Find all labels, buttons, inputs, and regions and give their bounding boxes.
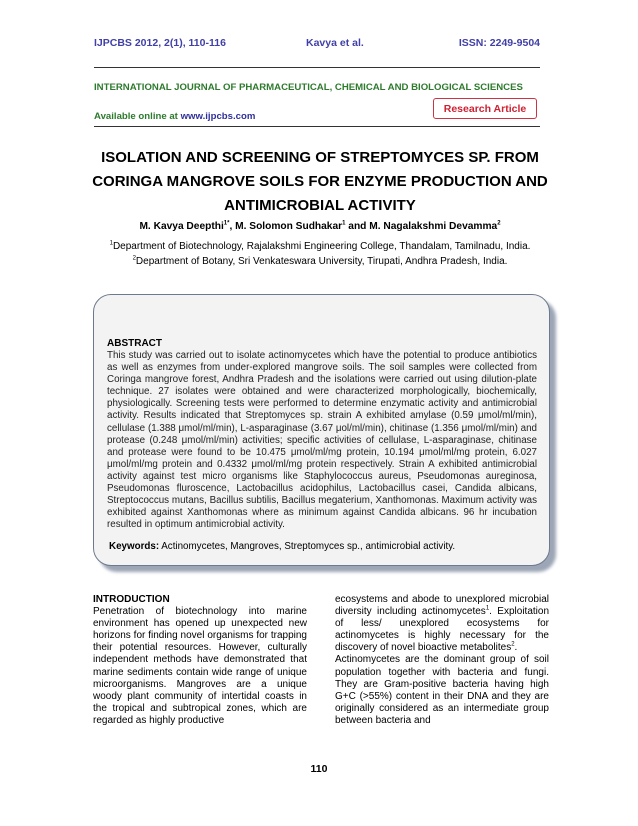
- article-type-badge: Research Article: [433, 98, 537, 119]
- keywords: [109, 541, 539, 552]
- availability-line: [94, 111, 255, 122]
- keywords-label: Keywords:: [109, 541, 160, 552]
- para-1-part-c: .: [514, 642, 518, 654]
- journal-name: INTERNATIONAL JOURNAL OF PHARMACEUTICAL, CHEMICAL AND BIOLOGICAL SCIENCES: [94, 82, 523, 93]
- para-1-part-a: ecosystems and abode to unexplored microbial diversity including actinomycetes: [335, 594, 549, 618]
- affiliation-2-text: Department of Botany, Sri Venkateswara University, Tirupati, Andhra Pradesh, India.: [135, 256, 508, 267]
- journal-divider: [94, 126, 540, 127]
- header-divider: [94, 67, 540, 68]
- introduction-right-para-2: Actinomycetes are the dominant group of soil population together with bacteria and fungi. They are Gram-positive bacteria having high G+C (>55%) content in their DNA and they are originally considered as an intermediate group between bacteria and: [335, 654, 549, 726]
- header-citation: IJPCBS 2012, 2(1), 110-116: [94, 37, 226, 49]
- introduction-heading: INTRODUCTION: [93, 594, 170, 605]
- para-1-part-b: . Exploitation of less/ unexplored ecosystems for actinomycetes is highly necessary for the discovery of novel bioactive metabolites: [335, 606, 550, 654]
- affiliation-1-text: Department of Biotechnology, Rajalakshmi Engineering College, Thandalam, Tamilnadu, India.: [112, 241, 531, 252]
- header-author: Kavya et al.: [306, 37, 364, 49]
- journal-url-link[interactable]: www.ijpcbs.com: [180, 111, 256, 122]
- author-3: and M. Nagalakshmi Devamma: [345, 221, 498, 232]
- keywords-list: Actinomycetes, Mangroves, Streptomyces sp., antimicrobial activity.: [159, 541, 456, 552]
- citation-1: 1: [485, 605, 490, 612]
- citation-2: 2: [511, 642, 515, 649]
- right-column: [335, 594, 549, 727]
- page-number: 110: [310, 763, 328, 775]
- affiliation-2: [80, 256, 560, 267]
- author-2: , M. Solomon Sudhakar: [229, 221, 343, 232]
- author-3-mark: 2: [497, 220, 501, 227]
- abstract-text: This study was carried out to isolate actinomycetes which have the potential to produce antibiotics as well as enzymes from under-explored mangrove soils. The soil samples were collected from Coringa mangrove forest, Andhra Pradesh and the isolations were carried out using dilution-plate technique. 27 isolates were obtained and were characterized morphologically, biochemically, physiologically. Screening tests were performed to determine enzymatic activity and antimicrobial activity. Results indicated that Streptomyces sp. strain A exhibited amylase (0.59 μmol/ml/min), cellulase (1.388 μmol/ml/min), L-asparaginase (3.67 μol/ml/min), chitinase (1.356 μmol/ml/min) and protease (0.248 μmol/ml/min) activities; specific activities of cellulase, L-asparaginase, chitinase and protease were found to be 10.475 μmol/ml/mg protein, 10.194 μmol/ml/mg protein, 6.027 μmol/ml/mg protein and 0.4332 μmol/ml/mg protein respectively. Strain A exhibited antimicrobial activity against test micro organisms like Staphylococcus aureus, Pseudomonas aureginosa, Pseudomonas fluroscence, Lactobacillus acidophilus, Lactobacillus casei, Candida albicans, Streptococcus mutans, Bacillus subtilis, Bacillus megaterium, Xanthomonas. Maximum activity was exhibited against Xanthomonas where as minimum against Candida albicans. 96 hr incubation resulted in optimum antimicrobial activity.: [107, 350, 537, 531]
- affiliation-2-mark: 2: [132, 255, 136, 262]
- paper-title: ISOLATION AND SCREENING OF STREPTOMYCES SP. FROM CORINGA MANGROVE SOILS FOR ENZYME PRODUCTION AND ANTIMICROBIAL ACTIVITY: [92, 149, 548, 214]
- introduction-left-text: Penetration of biotechnology into marine environment has opened up unexpected new horizons for finding novel organisms for trapping their potential resources. However, culturally independent methods have demonstrated that marine sediments contain wide range of unique microorganisms. Mangroves are a unique woody plant community of intertidal coasts in the tropical and subtropical zones, which are regarded as highly productive: [93, 606, 307, 726]
- abstract-heading: ABSTRACT: [107, 338, 162, 349]
- left-column: [93, 594, 307, 727]
- author-1: M. Kavya Deepthi: [139, 221, 224, 232]
- available-prefix: Available online at: [94, 111, 178, 122]
- introduction-right-para-1: [335, 594, 549, 654]
- header-issn: ISSN: 2249-9504: [458, 37, 540, 49]
- running-header: [94, 37, 540, 51]
- author-list: [90, 221, 550, 232]
- affiliation-1-mark: 1: [109, 240, 113, 247]
- author-1-mark: 1*: [223, 220, 230, 227]
- author-2-mark: 1: [342, 220, 346, 227]
- affiliation-1: [80, 241, 560, 252]
